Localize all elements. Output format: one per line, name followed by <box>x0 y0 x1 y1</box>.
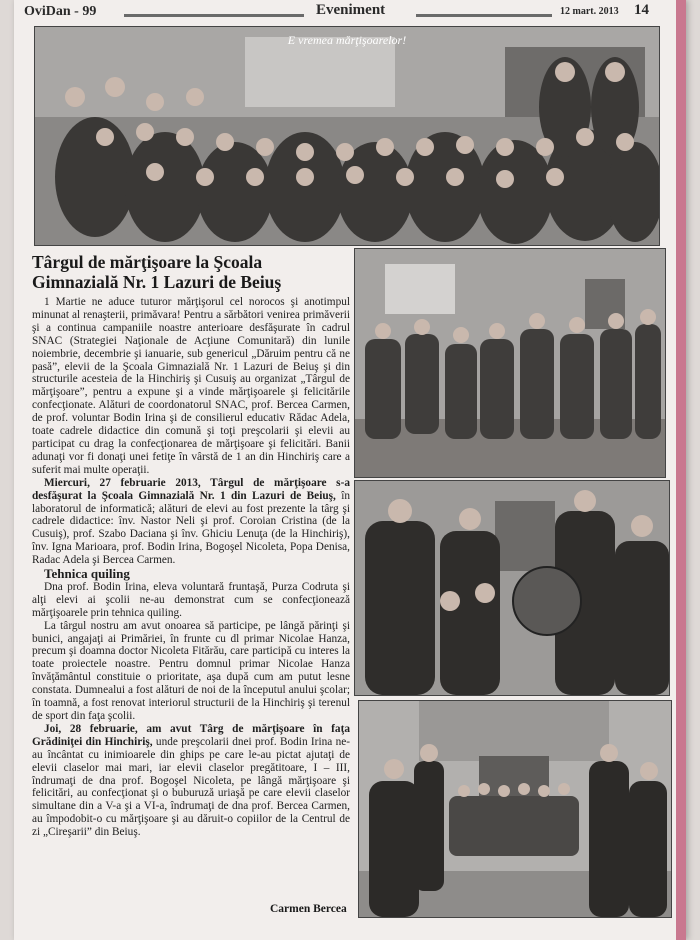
page-number: 14 <box>634 2 649 18</box>
article-title: Târgul de mărţişoare la Şcoala Gimnazială Nr. 1 Lazuri de Beiuş <box>32 252 282 292</box>
photo-kindergarten-fair <box>358 700 672 918</box>
paragraph-kindergarten-text: unde preşcolarii dnei prof. Bodin Irina ne-au încântat cu inimioarele din ghips pe care le-au pictat ajutaţi de elevii claselor mai mari, iar elevii claselor pregătitoare, I – III, îndrumaţi de dna prof. Bogoşel Nicoleta, pe lângă mărţişoare şi felicitări, au confecţionat şi o buburuză uriaşă pe care elevii claselor simultane din a V-a şi a VI-a, îndrumaţi de dna prof. Bercea Carmen, au împodobit-o cu mărţişoare şi au dăruit-o copiilor de la Centrul de zi „Cireşarii” din Beiuş. <box>32 735 350 839</box>
paragraph-fair-school <box>32 477 350 567</box>
paragraph-quiling: Dna prof. Bodin Irina, eleva voluntară fruntaşă, Purza Codruta şi alţi elevi ai şcolii ne-au demonstrat cum se confecţionează mărţişoarele prin tehnica quiling. <box>32 580 350 619</box>
date-lead-2: Joi, 28 februarie, am avut Târg de mărţişoare în faţa Grădiniţei din Hinchiriş, <box>32 722 350 748</box>
page-edge <box>676 0 686 940</box>
paragraph-fair-school-text: în laboratorul de informatică; alături de elevi au fost prezente la târg şi cadrele didactice: înv. Nastor Neli şi prof. Coroian Cristina (de la Cusuiş), prof. Szabo Daciana şi înv. Ghiciu Lenuţa (de la Hinchiriş), înv. Igna Marioara, prof. Bodin Irina, Bogoşel Nicoleta, Popa Denisa, Radac Adela şi Bercea Carmen. <box>32 489 350 567</box>
header-rule-left <box>124 14 304 17</box>
author-signature: Carmen Bercea <box>270 903 347 915</box>
section-title: Eveniment <box>316 2 386 18</box>
publication-issue: OviDan - 99 <box>24 4 97 19</box>
paragraph-kindergarten <box>32 723 350 839</box>
photo-caption: E vremea mărţişoarelor! <box>287 33 407 47</box>
photo-classroom-group <box>354 248 666 478</box>
page-header <box>24 2 660 22</box>
photo-ladybug-craft <box>354 480 670 696</box>
subheading-quiling: Tehnica quiling <box>44 566 130 582</box>
paragraph-guests: La târgul nostru am avut onoarea să participe, pe lângă părinţi şi bunici, angajaţi ai Primăriei, în frunte cu dl primar Nicolae Hanza, precum şi doamna doctor Nicoleta Fitărău, care participă cu interes la toate proiectele noastre. Pentru domnul primar Nicolae Hanza învăţământul constituie o prioritate, aşa după cum am putut lesne constata. Dumnealui a fost alături de noi de la începutul anului şcolar; în toamnă, a fost renovat interiorul structurii de la Hinchiriş şi terenul de sport din faţa şcolii. <box>32 619 350 722</box>
article-body <box>32 296 350 839</box>
header-rule-right <box>416 14 552 17</box>
photo-group-top <box>34 26 660 246</box>
paragraph-intro: 1 Martie ne aduce tuturor mărţişorul cel norocos şi anotimpul minunat al renaşterii, primăvara! Pentru a sărbători venirea primăverii şi a continua campaniile noastre anterioare desfăşurate în cadrul SNAC (Strategiei Naţionale de Acţiune Comunitară) din lunile noiembrie, decembrie şi ianuarie, sub genericul „Dăruim pentru că ne pasă”, elevii de la Şcoala Gimnazială Nr. 1 Lazuri de Beiuş şi din structurile acesteia de la Hinchiriş şi Cusuiş au organizat „Târgul de mărţişoare”, pentru a expune şi a vinde mărţişoarele şi felicitările confecţionate. Alături de coordonatorul SNAC, prof. Bercea Carmen, de prof. voluntar Bodin Irina şi de consilierul educativ Rădac Adela, toate cadrele didactice din comună şi toţi preşcolarii şi elevii au participat cu drag la confecţionarea de mărţişoare şi felicitări. Banii adunaţi vor fi donaţi unei fetiţe în vârstă de 1 an din Hinchiriş care a suferit mai multe operaţii. <box>32 296 350 476</box>
issue-date: 12 mart. 2013 <box>560 6 619 17</box>
date-lead-1: Miercuri, 27 februarie 2013, Târgul de mărţişoare s-a desfăşurat la Şcoala Gimnazială Nr. 1 din Lazuri de Beiuş, <box>32 476 350 502</box>
